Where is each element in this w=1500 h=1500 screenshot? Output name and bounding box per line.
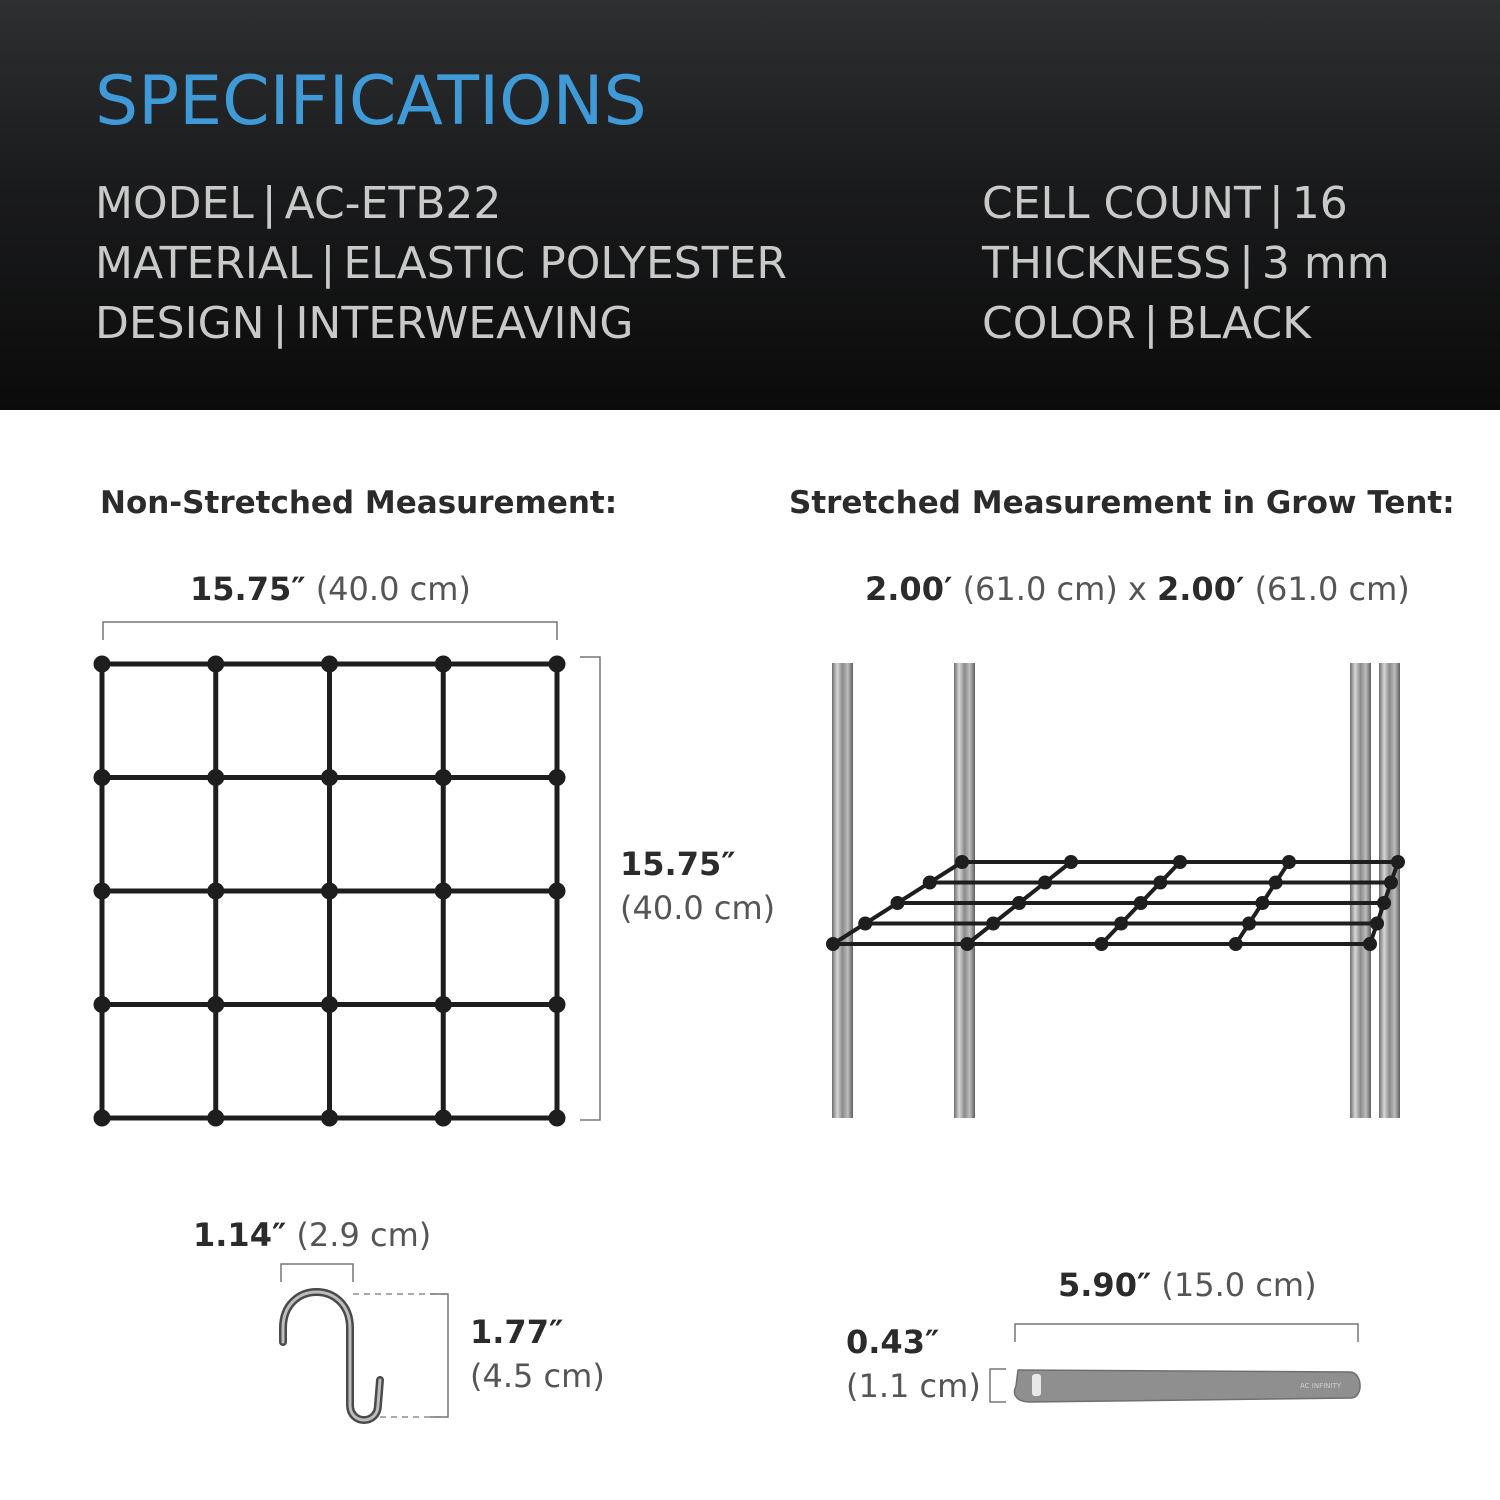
width-metric: (40.0 cm) — [315, 570, 471, 608]
net-knot — [437, 1112, 449, 1124]
net-knot — [210, 1112, 222, 1124]
tent-pole — [954, 663, 975, 1118]
net-knot — [96, 658, 108, 670]
spec-separator: | — [272, 298, 288, 349]
strap-length-bracket — [1015, 1324, 1358, 1342]
net-knot — [324, 999, 336, 1011]
net-knot — [551, 1112, 563, 1124]
net-knot — [324, 772, 336, 784]
width-imperial: 15.75″ — [190, 570, 306, 608]
trellis-net-flat — [96, 658, 563, 1124]
net-knot — [1136, 898, 1146, 908]
spec-label: MODEL — [95, 178, 254, 229]
spec-label: DESIGN — [95, 298, 265, 349]
strap-length-metric: (15.0 cm) — [1161, 1266, 1317, 1304]
page-title: SPECIFICATIONS — [95, 62, 647, 141]
hook-highlight — [283, 1292, 380, 1420]
hook-width-metric: (2.9 cm) — [296, 1216, 432, 1254]
stretched-width-metric: (61.0 cm) — [962, 570, 1118, 608]
net-knot — [96, 885, 108, 897]
net-knot — [210, 658, 222, 670]
strap-width-bracket — [990, 1369, 1006, 1402]
net-knot — [1155, 878, 1165, 888]
net-knot — [988, 919, 998, 929]
net-knot — [551, 885, 563, 897]
net-knot — [324, 658, 336, 670]
spec-separator: | — [1239, 238, 1254, 289]
net-knot — [962, 939, 972, 949]
net-knot — [1116, 919, 1126, 929]
net-knot — [1175, 857, 1185, 867]
net-knot — [1365, 939, 1375, 949]
height-imperial: 15.75″ — [620, 845, 736, 883]
stretched-heading: Stretched Measurement in Grow Tent: — [789, 485, 1455, 521]
spec-value: BLACK — [1166, 298, 1311, 349]
net-knot — [1097, 939, 1107, 949]
stretched-depth-imperial: 2.00′ — [1157, 570, 1245, 608]
net-knot — [1372, 919, 1382, 929]
net-knot — [96, 772, 108, 784]
net-knot — [551, 772, 563, 784]
net-knot — [96, 999, 108, 1011]
tent-pole — [832, 663, 853, 1118]
net-knot — [437, 885, 449, 897]
net-knot — [1271, 878, 1281, 888]
strap-length-label — [1058, 1266, 1317, 1304]
spec-separator: | — [320, 238, 336, 289]
s-hook — [281, 1264, 448, 1420]
net-knot — [437, 658, 449, 670]
net-knot — [957, 857, 967, 867]
net-knot — [1386, 878, 1396, 888]
net-knot — [324, 885, 336, 897]
spec-value: AC-ETB22 — [284, 178, 502, 229]
spec-separator: | — [261, 178, 277, 229]
net-knot — [925, 878, 935, 888]
spec-separator: | — [1268, 178, 1284, 229]
spec-label: MATERIAL — [95, 238, 313, 289]
strap-length-imperial: 5.90″ — [1058, 1266, 1152, 1304]
net-knot — [324, 1112, 336, 1124]
height-bracket — [580, 657, 600, 1120]
spec-label: CELL COUNT — [982, 178, 1261, 229]
net-knot — [96, 1112, 108, 1124]
net-knot — [860, 919, 870, 929]
non-stretched-height-label — [620, 842, 775, 930]
hook-and-loop-strap — [990, 1324, 1360, 1402]
trellis-net-stretched — [828, 857, 1403, 949]
net-knot — [1014, 898, 1024, 908]
strap-width-imperial: 0.43″ — [846, 1323, 940, 1361]
strap-slot — [1032, 1374, 1041, 1396]
stretched-width-imperial: 2.00′ — [865, 570, 953, 608]
hook-width-label — [193, 1216, 431, 1254]
net-knot — [1393, 857, 1403, 867]
net-knot — [210, 999, 222, 1011]
spec-label: THICKNESS — [982, 238, 1232, 289]
spec-value: 3 mm — [1261, 238, 1390, 289]
tent-pole — [1350, 663, 1371, 1118]
spec-value: 16 — [1291, 178, 1348, 229]
strap-width-metric: (1.1 cm) — [846, 1367, 981, 1405]
net-knot — [551, 999, 563, 1011]
net-knot — [828, 939, 838, 949]
net-knot — [437, 999, 449, 1011]
times-symbol: x — [1127, 570, 1147, 608]
net-knot — [1244, 919, 1254, 929]
spec-value: INTERWEAVING — [295, 298, 634, 349]
non-stretched-heading: Non-Stretched Measurement: — [100, 485, 618, 521]
hook-width-bracket — [281, 1264, 353, 1282]
stretched-depth-metric: (61.0 cm) — [1254, 570, 1410, 608]
net-knot — [437, 772, 449, 784]
hook-height-label — [470, 1310, 605, 1398]
spec-label: COLOR — [982, 298, 1136, 349]
hook-height-metric: (4.5 cm) — [470, 1357, 605, 1395]
hook-shape — [283, 1292, 380, 1420]
net-knot — [1040, 878, 1050, 888]
strap-width-label — [846, 1320, 981, 1408]
stretched-size-label — [865, 570, 1410, 608]
net-knot — [1379, 898, 1389, 908]
net-knot — [1231, 939, 1241, 949]
height-metric: (40.0 cm) — [620, 889, 776, 927]
net-knot — [1257, 898, 1267, 908]
spec-separator: | — [1143, 298, 1159, 349]
width-bracket — [103, 622, 557, 640]
hook-width-imperial: 1.14″ — [193, 1216, 287, 1254]
net-knot — [893, 898, 903, 908]
net-knot — [1284, 857, 1294, 867]
net-knot — [210, 772, 222, 784]
net-knot — [210, 885, 222, 897]
strap-brand-text: AC INFINITY — [1300, 1382, 1342, 1390]
net-knot — [551, 658, 563, 670]
net-knot — [1066, 857, 1076, 867]
spec-value: ELASTIC POLYESTER — [343, 238, 787, 289]
non-stretched-width-label — [190, 570, 471, 608]
hook-height-bracket — [430, 1294, 448, 1417]
hook-height-imperial: 1.77″ — [470, 1313, 564, 1351]
